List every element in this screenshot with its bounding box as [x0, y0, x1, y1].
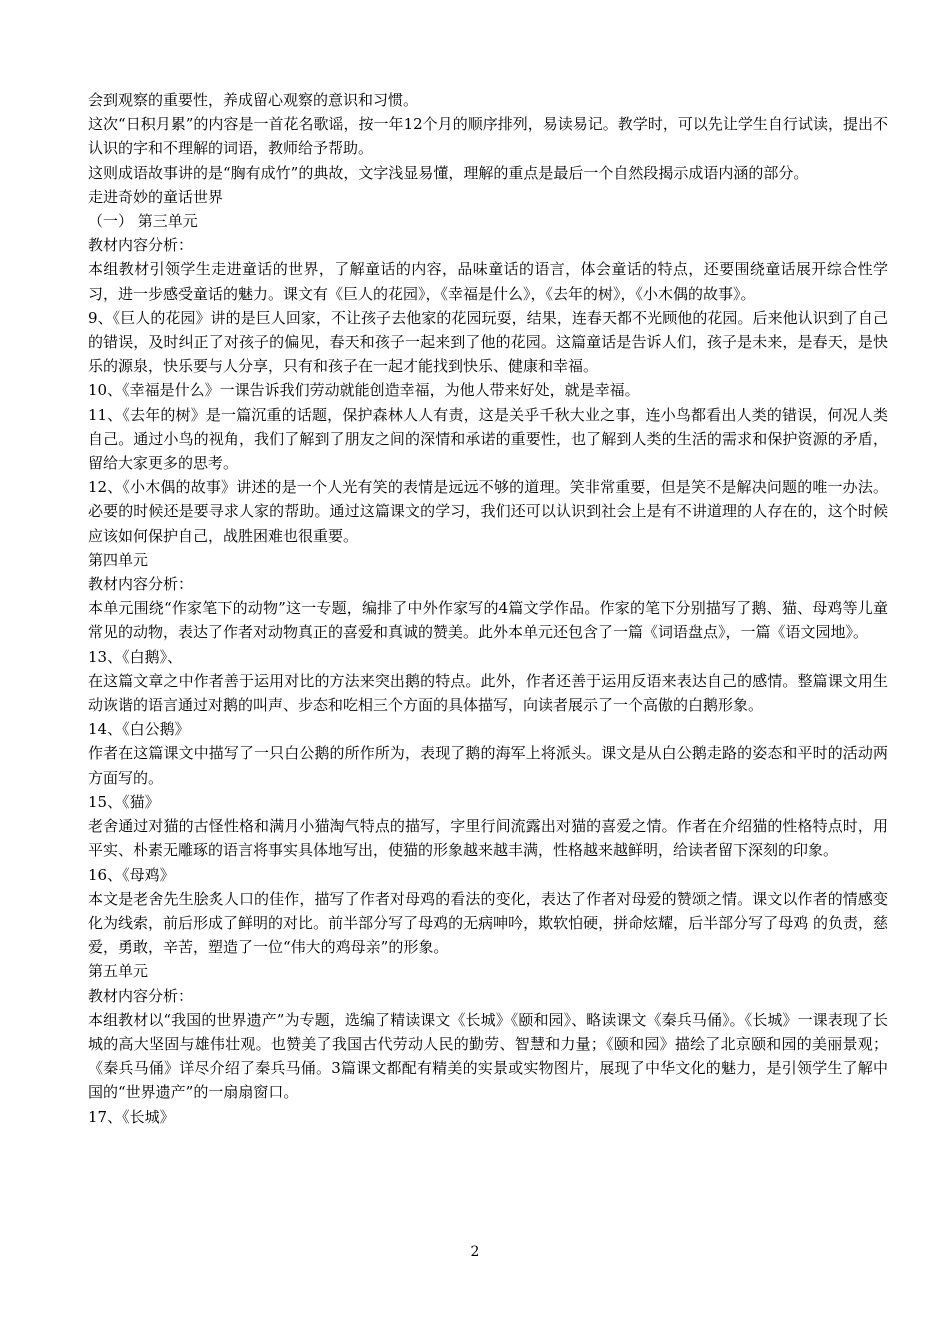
- paragraph: 会到观察的重要性，养成留心观察的意识和习惯。: [88, 91, 419, 109]
- lesson-title: 15、《猫》: [88, 792, 160, 811]
- paragraph: 10、《幸福是什么》一课告诉我们劳动就能创造幸福，为他人带来好处，就是幸福。: [88, 381, 640, 400]
- paragraph: 老舍通过对猫的古怪性格和满月小猫淘气特点的描写，字里行间流露出对猫的喜爱之情。作者在介绍猫的性格特点时，用平实、朴素无雕琢的语言将事实具体地写出，使猫的形象越来越丰满，性格越来越鲜明，给读者留下深刻的印象。: [88, 817, 888, 860]
- subheading: 教材内容分析：: [88, 575, 194, 594]
- paragraph: 11、《去年的树》是一篇沉重的话题，保护森林人人有责，这是关乎千秋大业之事，连小鸟都看出人类的错误，何况人类自己。通过小鸟的视角，我们了解到了朋友之间的深情和承诺的重要性，也了解到人类的生活的需求和保护资源的矛盾，留给大家更多的思考。: [88, 405, 888, 473]
- document-body: [88, 88, 888, 1129]
- lesson-title: 17、《长城》: [88, 1107, 175, 1126]
- lesson-title: 13、《白鹅》、: [88, 647, 183, 666]
- paragraph: 这次“日积月累”的内容是一首花名歌谣，按一年12个月的顺序排列，易读易记。教学时，可以先让学生自行试读，提出不认识的字和不理解的词语，教师给予帮助。: [88, 115, 888, 158]
- paragraph: 本单元围绕“作家笔下的动物”这一专题，编排了中外作家写的4篇文学作品。作家的笔下分别描写了鹅、猫、母鸡等儿童常见的动物，表达了作者对动物真正的喜爱和真诚的赞美。此外本单元还包含了一篇《词语盘点》，一篇《语文园地》。: [88, 599, 888, 642]
- paragraph: 本组教材引领学生走进童话的世界，了解童话的内容，品味童话的语言，体会童话的特点，还要围绕童话展开综合性学习，进一步感受童话的魅力。课文有《巨人的花园》，《幸福是什么》，《去年的树》，《小木偶的故事》。: [88, 260, 888, 303]
- section-heading: 走进奇妙的童话世界: [88, 187, 224, 206]
- page-number: 2: [470, 1244, 480, 1260]
- unit-heading: 第五单元: [88, 962, 149, 981]
- paragraph: 这则成语故事讲的是“胸有成竹”的典故，文字浅显易懂，理解的重点是最后一个自然段揭示成语内涵的部分。: [88, 163, 809, 182]
- paragraph: 9、《巨人的花园》讲的是巨人回家，不让孩子去他家的花园玩耍，结果，连春天都不光顾他的花园。后来他认识到了自己的错误，及时纠正了对孩子的偏见，春天和孩子一起来到了他的花园。这篇童话是告诉人们，孩子是未来，是春天，是快乐的源泉，快乐要与人分享，只有和孩子在一起才能找到快乐、健康和幸福。: [88, 308, 888, 376]
- paragraph: 12、《小木偶的故事》讲述的是一个人光有笑的表情是远远不够的道理。笑非常重要，但是笑不是解决问题的唯一办法。必要的时候还是要寻求人家的帮助。通过这篇课文的学习，我们还可以认识到社会上是有不讲道理的人存在的，这个时候应该如何保护自己，战胜困难也很重要。: [88, 478, 888, 545]
- subheading: 教材内容分析：: [88, 986, 194, 1005]
- lesson-title: 16、《母鸡》: [88, 865, 175, 884]
- paragraph: 本组教材以“我国的世界遗产”为专题，选编了精读课文《长城》《颐和园》、略读课文《秦兵马俑》。《长城》一课表现了长城的高大坚固与雄伟壮观。也赞美了我国古代劳动人民的勤劳、智慧和力量；《颐和园》描绘了北京颐和园的美丽景观；《秦兵马俑》详尽介绍了秦兵马俑。3篇课文都配有精美的实景或实物图片，展现了中华文化的魅力，是引领学生了解中国的“世界遗产”的一扇扇窗口。: [88, 1010, 888, 1102]
- paragraph: 本文是老舍先生脍炙人口的佳作，描写了作者对母鸡的看法的变化，表达了作者对母爱的赞颂之情。课文以作者的情感变化为线索，前后形成了鲜明的对比。前半部分写了母鸡的无病呻吟，欺软怕硬，拼命炫耀，后半部分写了母鸡 的负责，慈爱，勇敢，辛苦，塑造了一位“伟大的鸡母亲”的形象。: [88, 889, 888, 957]
- lesson-title: 14、《白公鹅》: [88, 720, 190, 739]
- paragraph: 作者在这篇课文中描写了一只白公鹅的所作所为，表现了鹅的海军上将派头。课文是从白公鹅走路的姿态和平时的活动两方面写的。: [88, 744, 888, 787]
- unit-heading: （一） 第三单元: [88, 212, 198, 231]
- subheading: 教材内容分析：: [88, 236, 194, 255]
- paragraph: 在这篇文章之中作者善于运用对比的方法来突出鹅的特点。此外，作者还善于运用反语来表达自己的感情。整篇课文用生动诙谐的语言通过对鹅的叫声、步态和吃相三个方面的具体描写，向读者展示了一个高傲的白鹅形象。: [88, 671, 888, 715]
- unit-heading: 第四单元: [88, 550, 149, 569]
